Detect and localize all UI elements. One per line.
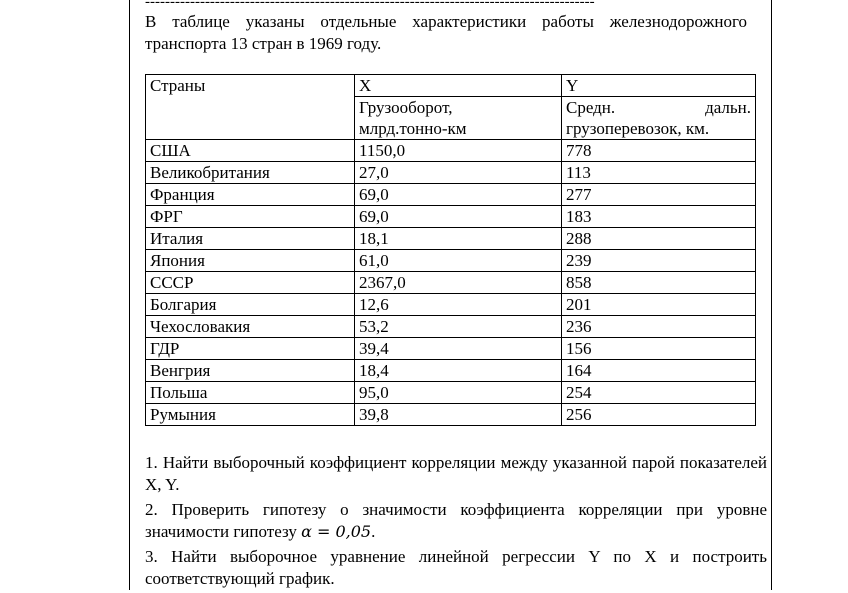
cell-country: СССР (146, 272, 355, 294)
cell-x: 2367,0 (355, 272, 562, 294)
cell-y: 156 (562, 338, 756, 360)
cell-country: Италия (146, 228, 355, 250)
header-x-symbol: X (355, 75, 562, 97)
header-y-desc-line1 (566, 97, 751, 118)
tasks-list (145, 452, 767, 593)
cell-country: Венгрия (146, 360, 355, 382)
table-row (146, 382, 756, 404)
header-row-1 (146, 75, 756, 97)
table-row (146, 404, 756, 426)
cell-country: Чехословакия (146, 316, 355, 338)
table-row (146, 272, 756, 294)
cell-x: 61,0 (355, 250, 562, 272)
cell-x: 12,6 (355, 294, 562, 316)
cell-y: 201 (562, 294, 756, 316)
cell-x: 18,1 (355, 228, 562, 250)
header-x-desc-line2: млрд.тонно-км (359, 119, 467, 138)
cell-x: 69,0 (355, 206, 562, 228)
cell-country: Румыния (146, 404, 355, 426)
cell-x: 1150,0 (355, 140, 562, 162)
header-y-desc-word1: Средн. (566, 98, 616, 117)
header-x-description (355, 97, 562, 140)
table-row (146, 140, 756, 162)
cell-country: ГДР (146, 338, 355, 360)
separator-line: ------------------------------------------------------------------------------------------ (145, 0, 595, 8)
cell-y: 164 (562, 360, 756, 382)
header-x-desc-line1: Грузооборот, (359, 98, 453, 117)
cell-y: 256 (562, 404, 756, 426)
cell-country: Великобритания (146, 162, 355, 184)
cell-x: 95,0 (355, 382, 562, 404)
table-row (146, 316, 756, 338)
cell-country: США (146, 140, 355, 162)
table-row (146, 162, 756, 184)
cell-y: 239 (562, 250, 756, 272)
cell-y: 277 (562, 184, 756, 206)
cell-country: Болгария (146, 294, 355, 316)
table-row (146, 338, 756, 360)
data-table (145, 74, 756, 426)
table-row (146, 206, 756, 228)
cell-y: 113 (562, 162, 756, 184)
table-row (146, 228, 756, 250)
table-row (146, 250, 756, 272)
cell-x: 27,0 (355, 162, 562, 184)
cell-y: 778 (562, 140, 756, 162)
header-y-desc-word2: дальн. (705, 98, 751, 117)
cell-y: 254 (562, 382, 756, 404)
task-2-alpha-formula: α = 0,05 (301, 522, 372, 541)
cell-country: Франция (146, 184, 355, 206)
cell-y: 288 (562, 228, 756, 250)
cell-y: 236 (562, 316, 756, 338)
header-y-description (562, 97, 756, 140)
header-y-symbol: Y (562, 75, 756, 97)
cell-x: 39,4 (355, 338, 562, 360)
task-3: 3. Найти выборочное уравнение линейной регрессии Y по X и построить соответствующий график. (145, 547, 767, 588)
intro-paragraph: В таблице указаны отдельные характеристики работы железнодорожного транспорта 13 стран в 1969 году. (145, 12, 747, 53)
cell-country: ФРГ (146, 206, 355, 228)
header-countries: Страны (146, 75, 355, 140)
cell-x: 39,8 (355, 404, 562, 426)
task-2-text: 2. Проверить гипотезу о значимости коэффициента корреляции при уровне значимости гипотезу (145, 500, 767, 541)
table-row (146, 294, 756, 316)
cell-x: 18,4 (355, 360, 562, 382)
cell-y: 858 (562, 272, 756, 294)
table-row (146, 184, 756, 206)
task-2 (145, 499, 767, 543)
cell-x: 69,0 (355, 184, 562, 206)
cell-country: Польша (146, 382, 355, 404)
table-row (146, 360, 756, 382)
header-y-desc-line2: грузоперевозок, км. (566, 119, 710, 138)
cell-y: 183 (562, 206, 756, 228)
cell-country: Япония (146, 250, 355, 272)
task-1: 1. Найти выборочный коэффициент корреляции между указанной парой показателей X, Y. (145, 453, 767, 494)
cell-x: 53,2 (355, 316, 562, 338)
task-2-end: . (371, 522, 376, 541)
